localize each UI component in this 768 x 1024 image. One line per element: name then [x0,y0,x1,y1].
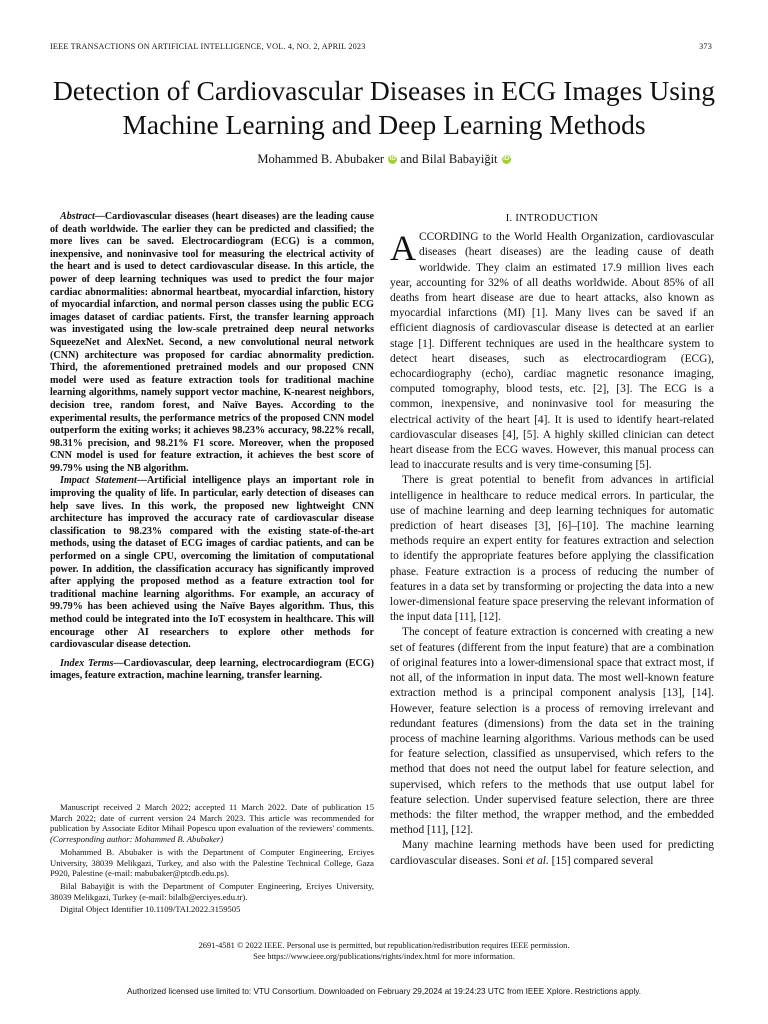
impact-text: —Artificial intelligence plays an important role in improving the quality of life. In particular, early detection of diseases can help save lives. In this work, the proposed new lightweight CNN architecture has improved the accuracy rate of cardiovascular disease classification to 98.23% compared with the existing state-of-the-art methods, using the dataset of ECG images of cardiac patients, and can be performed on a single CPU, overcoming the limitation of computational power. In addition, the classification accuracy has significantly improved after applying the proposed method as a feature extraction tool for traditional machine learning algorithms. For example, an accuracy of 99.79% has been achieved using the Naïve Bayes algorithm. Thus, this method could be integrated into the IoT ecosystem in healthcare. This will encourage other AI researchers to explore other methods for cardiovascular disease detection. [50,475,374,651]
intro-paragraph-3: The concept of feature extraction is concerned with creating a new set of features (different from the input feature) that are a combination of original features into a lower-dimensional space that extract most, if not all, of the information in input data. The most well-known feature extraction method is a principal component analysis [13], [14]. However, feature selection is a process of removing irrelevant and redundant features (dimensions) from the data set in the training process of machine learning algorithms. Various methods can be used for feature selection, classified as unsupervised, which refers to the method that does not need the output label for feature selection, and supervised, which refers to the methods that use output label for feature selection. Under supervised feature selection, there are three methods: the filter method, the wrapper method, and the embedded method [11], [12]. [390,626,714,837]
footnote-doi[interactable]: Digital Object Identifier 10.1109/TAI.2022.3159505 [60,904,241,915]
abstract [50,211,374,475]
intro-paragraph-4: Many machine learning methods have been used for predicting cardiovascular diseases. Soni et al. [15] compared several [390,839,714,867]
abstract-text: —Cardiovascular diseases (heart diseases) are the leading cause of death worldwide. The earlier they can be predicted and classified; the more lives can be saved. Electrocardiogram (ECG) is a common, inexpensive, and noninvasive tool for measuring the electrical activity of the heart and is used to detect cardiovascular disease. In this article, the power of deep learning techniques was used to predict the four major cardiac abnormalities: abnormal heartbeat, myocardial infarction, history of myocardial infarction, and normal person classes using the public ECG images dataset of cardiac patients. First, the transfer learning approach was investigated using the low-scale pretrained deep neural networks SqueezeNet and AlexNet. Second, a new convolutional neural network (CNN) architecture was proposed for cardiac abnormality prediction. Third, the aforementioned pretrained models and our proposed CNN model were used as feature extraction tools for traditional machine learning algorithms, namely support vector machine, K-nearest neighbors, decision tree, random forest, and Naïve Bayes. According to the experimental results, the performance metrics of the proposed CNN model outperform the exiting works; it achieves 98.23% accuracy, 98.22% recall, 98.31% precision, and 98.21% F1 score. Moreover, when the proposed CNN model is used for feature extraction, it achieves the best score of 99.79% using the NB algorithm. [50,211,374,474]
impact-label: Impact Statement [60,475,137,487]
footnote-received: Manuscript received 2 March 2022; accepted 11 March 2022. Date of publication 15 March 2022; date of current version 24 March 2023. This article was recommended for publication by Associate Editor Mihail Popescu upon evaluation of the reviewers' comments. (Corresponding author: Mohammed B. Abubaker) [50,802,374,845]
copyright-line-1: 2691-4581 © 2022 IEEE. Personal use is permitted, but republication/redistribution requires IEEE permission. [198,941,570,950]
left-column [50,211,374,683]
index-terms-label: Index Terms [60,657,114,669]
section-heading: I. INTRODUCTION [505,213,599,224]
author-name-1[interactable]: Mohammed B. Abubaker [257,152,385,166]
index-terms [50,658,374,683]
drop-cap: A [390,228,416,269]
intro-paragraph-1: ACCORDING to the World Health Organization, cardiovascular diseases (heart diseases) are the leading cause of death worldwide. They claim an estimated 17.9 million lives each year, accounting for 32% of all deaths worldwide. About 85% of all deaths from heart disease are due to heart attacks, also known as myocardial infarctions (MI) [1]. Many lives can be saved if an efficient diagnosis of cardiovascular disease is detected at an earlier stage [1]. Different techniques are used in the healthcare system to detect heart diseases, such as electrocardiogram (ECG), echocardiography (echo), cardiac magnetic resonance imaging, computed tomography, blood tests, etc. [2], [3]. The ECG is a common, inexpensive, and noninvasive tool for measuring the electrical activity of the heart [4]. It is used to identify heart-related cardiovascular diseases [4], [5]. A highly skilled clinician can detect heart disease from the ECG waves. However, this manual process can lead to inaccurate results and is very time-consuming [5]. [390,228,714,472]
orcid-icon[interactable]: iD [389,156,396,162]
intro-paragraph-2: There is great potential to benefit from advances in artificial intelligence in healthcare to reduce medical errors. In particular, the use of machine learning and deep learning techniques for automatic prediction of heart diseases [3], [6]–[10]. The machine learning methods require an expert entity for features extraction and selection to identify the appropriate features before applying the classification phase. Feature extraction is a process of reducing the number of features in a data set by transforming or projecting the data into a new lower-dimensional feature space preserving the relevant information of the input data [11], [12]. [390,474,714,624]
impact-statement [50,475,374,651]
copyright-notice [0,940,768,962]
abstract-label: Abstract [60,211,95,222]
index-terms-text: —Cardiovascular, deep learning, electrocardiogram (ECG) images, feature extraction, machine learning, transfer learning. [50,657,374,682]
running-header [50,42,712,51]
corresponding-author: (Corresponding author: Mohammed B. Abubaker) [50,834,224,845]
page-number: 373 [699,42,712,51]
author-name-2[interactable]: Bilal Babayiğit [421,152,498,166]
copyright-line-2[interactable]: See https://www.ieee.org/publications/rights/index.html for more information. [253,952,515,961]
right-column [390,211,714,869]
footnote-affiliation-1: Mohammed B. Abubaker is with the Department of Computer Engineering, Erciyes University, 38039 Melikgazi, Turkey, and also with the Palestine Technical College, Gaza P920, Palestine (e-mail: mabubaker@ptcdb.edu.ps). [50,846,374,879]
orcid-icon[interactable]: iD [503,156,510,162]
author-connector: and [400,152,419,166]
footnote-affiliation-2: Bilal Babayiğit is with the Department of Computer Engineering, Erciyes University, 38039 Melikgazi, Turkey (e-mail: bilalb@erciyes.edu.tr). [50,880,374,902]
authorized-use-notice: Authorized licensed use limited to: VTU Consortium. Downloaded on February 29,2024 at 19:24:23 UTC from IEEE Xplore. Restrictions apply. [126,987,642,996]
footnotes [50,802,374,917]
author-list [0,152,768,167]
journal-name: IEEE TRANSACTIONS ON ARTIFICIAL INTELLIGENCE, VOL. 4, NO. 2, APRIL 2023 [50,42,366,51]
paper-title: Detection of Cardiovascular Diseases in ECG Images Using Machine Learning and Deep Learning Methods [52,75,716,140]
